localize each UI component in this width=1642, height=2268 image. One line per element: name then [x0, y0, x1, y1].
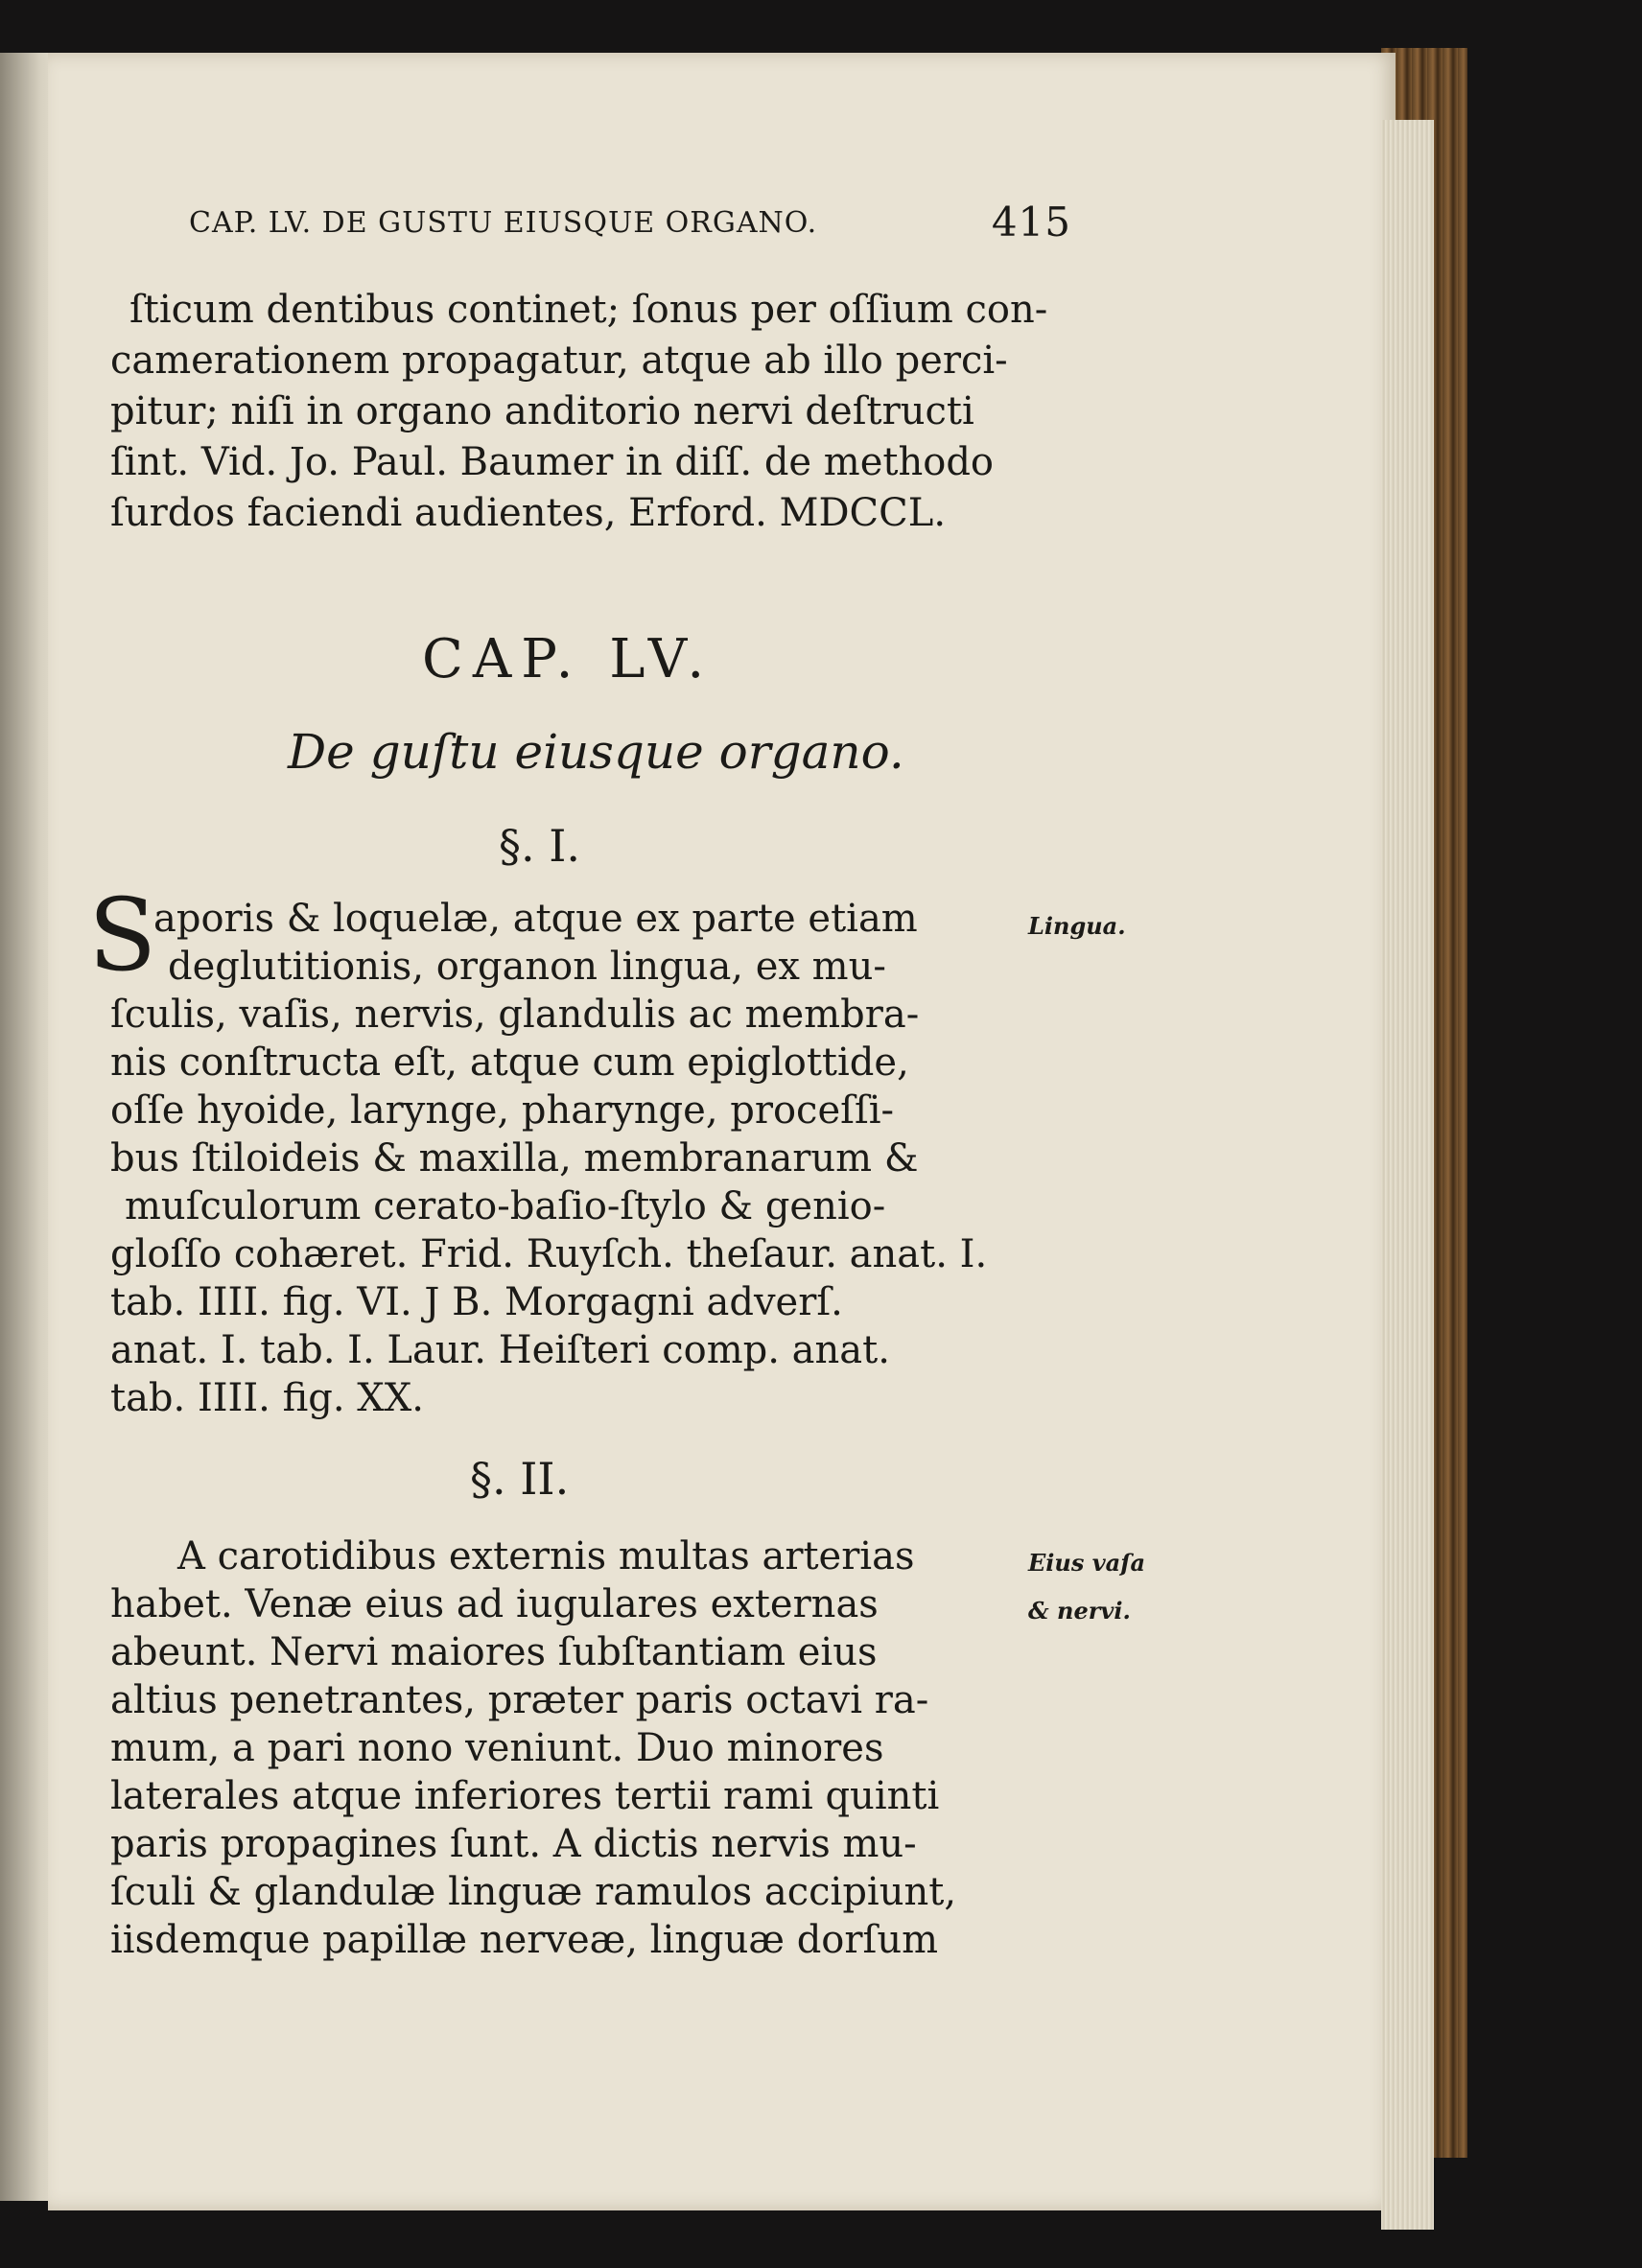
- section-heading: §. I.: [499, 820, 581, 872]
- text-line: pitur; niſi in organo anditorio nervi deſtructi: [110, 389, 974, 433]
- text-line: iisdemque papillæ nerveæ, linguæ dorſum: [110, 1918, 939, 1962]
- margin-note: Eius vaſa: [1028, 1549, 1146, 1577]
- drop-capital: S: [88, 877, 157, 994]
- text-line: bus ſtiloideis & maxilla, membranarum &: [110, 1136, 919, 1181]
- text-line: aporis & loquelæ, atque ex parte etiam: [153, 897, 918, 941]
- chapter-title: CAP. LV.: [422, 628, 715, 690]
- book-page: [48, 53, 1396, 2210]
- text-line: paris propagines ſunt. A dictis nervis mu-: [110, 1822, 917, 1866]
- text-line: A carotidibus externis multas arterias: [177, 1534, 915, 1578]
- text-line: laterales atque inferiores tertii rami quinti: [110, 1774, 940, 1818]
- margin-note: Lingua.: [1028, 912, 1126, 940]
- text-line: tab. IIII. fig. VI. J B. Morgagni adverſ.: [110, 1280, 843, 1324]
- running-title: CAP. LV. DE GUSTU EIUSQUE ORGANO.: [189, 206, 818, 240]
- text-line: gloſſo cohæret. Frid. Ruyſch. theſaur. anat. I.: [110, 1232, 988, 1276]
- text-line: ſurdos faciendi audientes, Erford. MDCCL.: [110, 491, 947, 535]
- text-line: oſſe hyoide, larynge, pharynge, proceſſi-: [110, 1088, 895, 1133]
- text-line: habet. Venæ eius ad iugulares externas: [110, 1582, 879, 1626]
- section-heading: §. II.: [470, 1453, 570, 1505]
- running-header: [189, 199, 1071, 246]
- text-line: deglutitionis, organon lingua, ex mu-: [168, 945, 886, 989]
- text-line: altius penetrantes, præter paris octavi ra-: [110, 1678, 929, 1722]
- page-content: [48, 53, 1396, 2210]
- text-line: muſculorum cerato-baſio-ſtylo & genio-: [125, 1184, 886, 1228]
- text-line: ſticum dentibus continet; ſonus per oſſium con-: [129, 288, 1048, 332]
- text-line: tab. IIII. fig. XX.: [110, 1376, 424, 1420]
- page-number: 415: [991, 199, 1071, 246]
- margin-note: & nervi.: [1028, 1597, 1131, 1625]
- text-line: camerationem propagatur, atque ab illo perci-: [110, 339, 1008, 383]
- text-line: abeunt. Nervi maiores ſubſtantiam eius: [110, 1630, 878, 1674]
- text-line: ſint. Vid. Jo. Paul. Baumer in diſſ. de methodo: [110, 440, 995, 484]
- text-line: nis conſtructa eſt, atque cum epiglottide,: [110, 1040, 909, 1085]
- chapter-subtitle: De guſtu eiusque organo.: [288, 724, 904, 780]
- text-line: anat. I. tab. I. Laur. Heiſteri comp. anat.: [110, 1328, 890, 1372]
- text-line: mum, a pari nono veniunt. Duo minores: [110, 1726, 884, 1770]
- text-line: ſculi & glandulæ linguæ ramulos accipiunt,: [110, 1870, 957, 1914]
- text-line: ſculis, vaſis, nervis, glandulis ac membra-: [110, 993, 920, 1037]
